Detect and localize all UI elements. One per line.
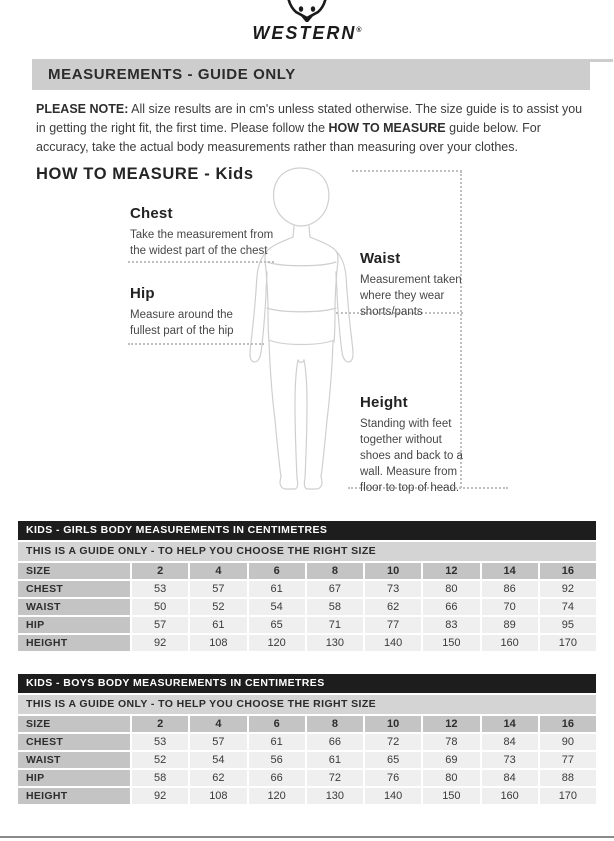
girls-value-cell: 80 bbox=[423, 581, 479, 597]
hip-description: Measure around the fullest part of the hip bbox=[130, 309, 234, 337]
boys-value-cell: 66 bbox=[307, 734, 363, 750]
girls-value-cell: 54 bbox=[249, 599, 305, 615]
girls-value-cell: 73 bbox=[365, 581, 421, 597]
chest-guide-line bbox=[128, 261, 274, 263]
height-label: Height bbox=[360, 394, 408, 411]
boys-value-cell: 61 bbox=[307, 752, 363, 768]
boys-value-cell: 66 bbox=[249, 770, 305, 786]
boys-value-cell: 56 bbox=[249, 752, 305, 768]
bull-head-icon bbox=[247, 0, 367, 22]
boys-value-cell: 65 bbox=[365, 752, 421, 768]
boys-value-cell: 84 bbox=[482, 770, 538, 786]
boys-size-header-cell: 12 bbox=[423, 716, 479, 732]
girls-value-cell: 130 bbox=[307, 635, 363, 651]
boys-value-cell: 108 bbox=[190, 788, 246, 804]
girls-value-cell: 50 bbox=[132, 599, 188, 615]
boys-row-label: HIP bbox=[18, 770, 130, 786]
waist-label: Waist bbox=[360, 250, 401, 267]
brand-name bbox=[0, 23, 614, 44]
boys-measurements-table bbox=[18, 674, 596, 804]
girls-value-cell: 71 bbox=[307, 617, 363, 633]
note-bold-how-to-measure: HOW TO MEASURE bbox=[328, 121, 446, 135]
boys-table-title: KIDS - BOYS BODY MEASUREMENTS IN CENTIMETRES bbox=[18, 674, 596, 693]
girls-value-cell: 77 bbox=[365, 617, 421, 633]
boys-table-grid bbox=[18, 716, 596, 804]
girls-value-cell: 95 bbox=[540, 617, 596, 633]
boys-value-cell: 170 bbox=[540, 788, 596, 804]
girls-value-cell: 67 bbox=[307, 581, 363, 597]
girls-size-header-cell: 12 bbox=[423, 563, 479, 579]
note-text-2: guide below. For accuracy, take the actual body measurements rather than measuring over your clothes. bbox=[36, 121, 541, 154]
girls-size-header-cell: 14 bbox=[482, 563, 538, 579]
girls-size-header-cell: 6 bbox=[249, 563, 305, 579]
girls-row-label: HIP bbox=[18, 617, 130, 633]
girls-value-cell: 170 bbox=[540, 635, 596, 651]
boys-value-cell: 130 bbox=[307, 788, 363, 804]
girls-table-grid bbox=[18, 563, 596, 651]
girls-value-cell: 150 bbox=[423, 635, 479, 651]
girls-size-header-cell: 4 bbox=[190, 563, 246, 579]
boys-value-cell: 160 bbox=[482, 788, 538, 804]
boys-size-header-cell: 16 bbox=[540, 716, 596, 732]
registered-mark: ® bbox=[356, 27, 362, 34]
how-to-measure-title: HOW TO MEASURE - Kids bbox=[36, 165, 254, 183]
girls-value-cell: 92 bbox=[132, 635, 188, 651]
height-top-guide-line bbox=[352, 170, 462, 172]
girls-value-cell: 92 bbox=[540, 581, 596, 597]
chest-description: Take the measurement from the widest part of the chest bbox=[130, 229, 274, 257]
boys-value-cell: 53 bbox=[132, 734, 188, 750]
note-text-1: All size results are in cm's unless stated otherwise. The size guide is to assist you in getting the right fit, the first time. Please follow the bbox=[36, 102, 583, 135]
boys-value-cell: 77 bbox=[540, 752, 596, 768]
girls-value-cell: 58 bbox=[307, 599, 363, 615]
boys-value-cell: 80 bbox=[423, 770, 479, 786]
hip-label-block bbox=[130, 285, 270, 339]
boys-value-cell: 69 bbox=[423, 752, 479, 768]
girls-value-cell: 70 bbox=[482, 599, 538, 615]
girls-value-cell: 83 bbox=[423, 617, 479, 633]
girls-value-cell: 57 bbox=[190, 581, 246, 597]
boys-value-cell: 73 bbox=[482, 752, 538, 768]
girls-value-cell: 61 bbox=[249, 581, 305, 597]
girls-value-cell: 65 bbox=[249, 617, 305, 633]
boys-value-cell: 72 bbox=[365, 734, 421, 750]
boys-value-cell: 72 bbox=[307, 770, 363, 786]
girls-size-header-cell: 8 bbox=[307, 563, 363, 579]
boys-value-cell: 54 bbox=[190, 752, 246, 768]
boys-value-cell: 76 bbox=[365, 770, 421, 786]
girls-value-cell: 66 bbox=[423, 599, 479, 615]
girls-value-cell: 62 bbox=[365, 599, 421, 615]
height-label-block bbox=[360, 394, 476, 496]
girls-value-cell: 86 bbox=[482, 581, 538, 597]
page-title-bar bbox=[32, 60, 590, 90]
boys-value-cell: 61 bbox=[249, 734, 305, 750]
girls-table-title: KIDS - GIRLS BODY MEASUREMENTS IN CENTIMETRES bbox=[18, 521, 596, 540]
brand-logo-mark bbox=[247, 0, 367, 22]
girls-value-cell: 89 bbox=[482, 617, 538, 633]
girls-table-subtitle: THIS IS A GUIDE ONLY - TO HELP YOU CHOOSE THE RIGHT SIZE bbox=[18, 542, 596, 561]
boys-value-cell: 58 bbox=[132, 770, 188, 786]
chest-label-block bbox=[130, 205, 290, 259]
chest-label: Chest bbox=[130, 205, 173, 222]
girls-value-cell: 57 bbox=[132, 617, 188, 633]
boys-row-label: SIZE bbox=[18, 716, 130, 732]
brand-name-text: WESTERN bbox=[252, 23, 357, 43]
boys-value-cell: 57 bbox=[190, 734, 246, 750]
girls-row-label: CHEST bbox=[18, 581, 130, 597]
boys-value-cell: 90 bbox=[540, 734, 596, 750]
girls-measurements-table bbox=[18, 521, 596, 651]
hip-label: Hip bbox=[130, 285, 155, 302]
girls-value-cell: 74 bbox=[540, 599, 596, 615]
hip-guide-line bbox=[128, 343, 264, 345]
girls-size-header-cell: 16 bbox=[540, 563, 596, 579]
page-title: MEASUREMENTS - GUIDE ONLY bbox=[48, 66, 296, 83]
boys-value-cell: 84 bbox=[482, 734, 538, 750]
boys-value-cell: 120 bbox=[249, 788, 305, 804]
girls-size-header-cell: 10 bbox=[365, 563, 421, 579]
please-note-paragraph bbox=[36, 100, 584, 157]
boys-size-header-cell: 2 bbox=[132, 716, 188, 732]
boys-value-cell: 52 bbox=[132, 752, 188, 768]
girls-value-cell: 120 bbox=[249, 635, 305, 651]
boys-value-cell: 150 bbox=[423, 788, 479, 804]
boys-size-header-cell: 4 bbox=[190, 716, 246, 732]
girls-value-cell: 108 bbox=[190, 635, 246, 651]
girls-value-cell: 61 bbox=[190, 617, 246, 633]
waist-description: Measurement taken where they wear shorts/pants bbox=[360, 274, 462, 318]
note-prefix: PLEASE NOTE: bbox=[36, 102, 129, 116]
boys-size-header-cell: 6 bbox=[249, 716, 305, 732]
boys-value-cell: 140 bbox=[365, 788, 421, 804]
boys-value-cell: 78 bbox=[423, 734, 479, 750]
boys-row-label: WAIST bbox=[18, 752, 130, 768]
boys-size-header-cell: 14 bbox=[482, 716, 538, 732]
waist-label-block bbox=[360, 250, 472, 320]
girls-size-header-cell: 2 bbox=[132, 563, 188, 579]
girls-row-label: HEIGHT bbox=[18, 635, 130, 651]
boys-value-cell: 92 bbox=[132, 788, 188, 804]
boys-row-label: CHEST bbox=[18, 734, 130, 750]
boys-value-cell: 88 bbox=[540, 770, 596, 786]
girls-value-cell: 160 bbox=[482, 635, 538, 651]
girls-value-cell: 52 bbox=[190, 599, 246, 615]
girls-row-label: SIZE bbox=[18, 563, 130, 579]
girls-row-label: WAIST bbox=[18, 599, 130, 615]
girls-value-cell: 53 bbox=[132, 581, 188, 597]
boys-value-cell: 62 bbox=[190, 770, 246, 786]
boys-size-header-cell: 10 bbox=[365, 716, 421, 732]
boys-row-label: HEIGHT bbox=[18, 788, 130, 804]
girls-value-cell: 140 bbox=[365, 635, 421, 651]
boys-table-subtitle: THIS IS A GUIDE ONLY - TO HELP YOU CHOOSE THE RIGHT SIZE bbox=[18, 695, 596, 714]
height-description: Standing with feet together without shoes and back to a wall. Measure from floor to top of head. bbox=[360, 418, 463, 494]
boys-size-header-cell: 8 bbox=[307, 716, 363, 732]
page-bottom-rule bbox=[0, 836, 614, 838]
